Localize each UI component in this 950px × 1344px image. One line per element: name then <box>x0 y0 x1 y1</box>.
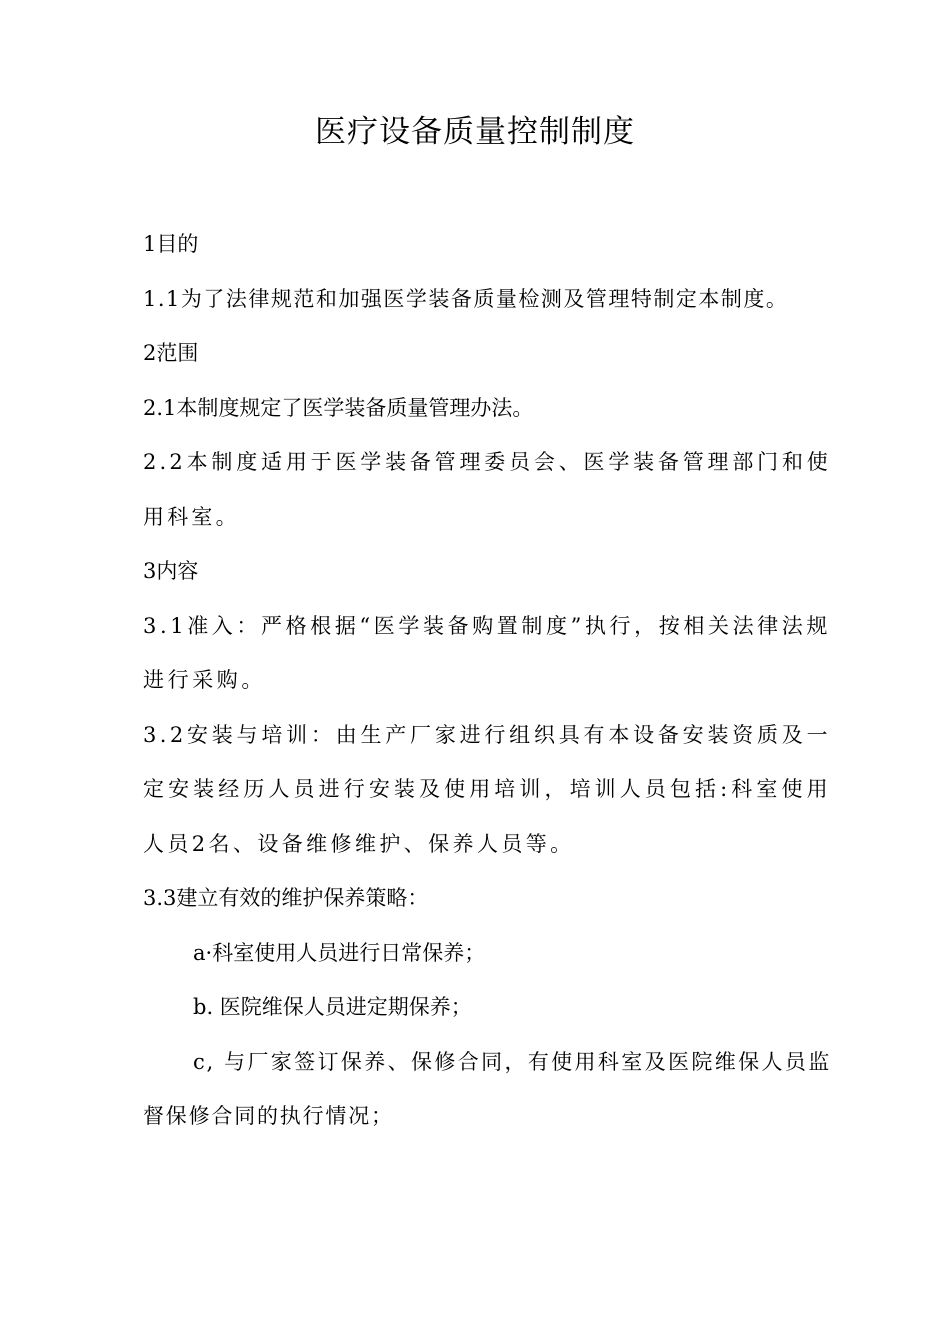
paragraph-3-3: 3.3建立有效的维护保养策略： <box>143 886 429 910</box>
list-item-c <box>143 1035 831 1144</box>
heading-content: 3内容 <box>143 559 199 583</box>
list-item-c-text: c, 与厂家签订保养、保修合同，有使用科室及医院维保人员监督保修合同的执行情况； <box>143 1049 831 1128</box>
paragraph-2-2: 2.2本制度适用于医学装备管理委员会、医学装备管理部门和使用科室。 <box>143 450 831 529</box>
paragraph-2-1: 2.1本制度规定了医学装备质量管理办法。 <box>143 395 534 420</box>
paragraph-1-1: 1.1为了法律规范和加强医学装备质量检测及管理特制定本制度。 <box>143 286 789 311</box>
heading-purpose: 1目的 <box>143 232 199 256</box>
paragraph-3-1: 3.1准入：严格根据“医学装备购置制度”执行，按相关法律法规进行采购。 <box>143 613 831 692</box>
list-item-b: b. 医院维保人员进定期保养； <box>193 995 472 1019</box>
list-item-a: a·科室使用人员进行日常保养； <box>193 940 486 965</box>
paragraph-3-2: 3.2安装与培训：由生产厂家进行组织具有本设备安装资质及一定安装经历人员进行安装及使用培训，培训人员包括:科室使用人员2名、设备维修维护、保养人员等。 <box>143 722 831 856</box>
heading-scope: 2范围 <box>143 341 199 365</box>
document-title: 医疗设备质量控制制度 <box>315 114 635 150</box>
document-body <box>143 217 831 1144</box>
